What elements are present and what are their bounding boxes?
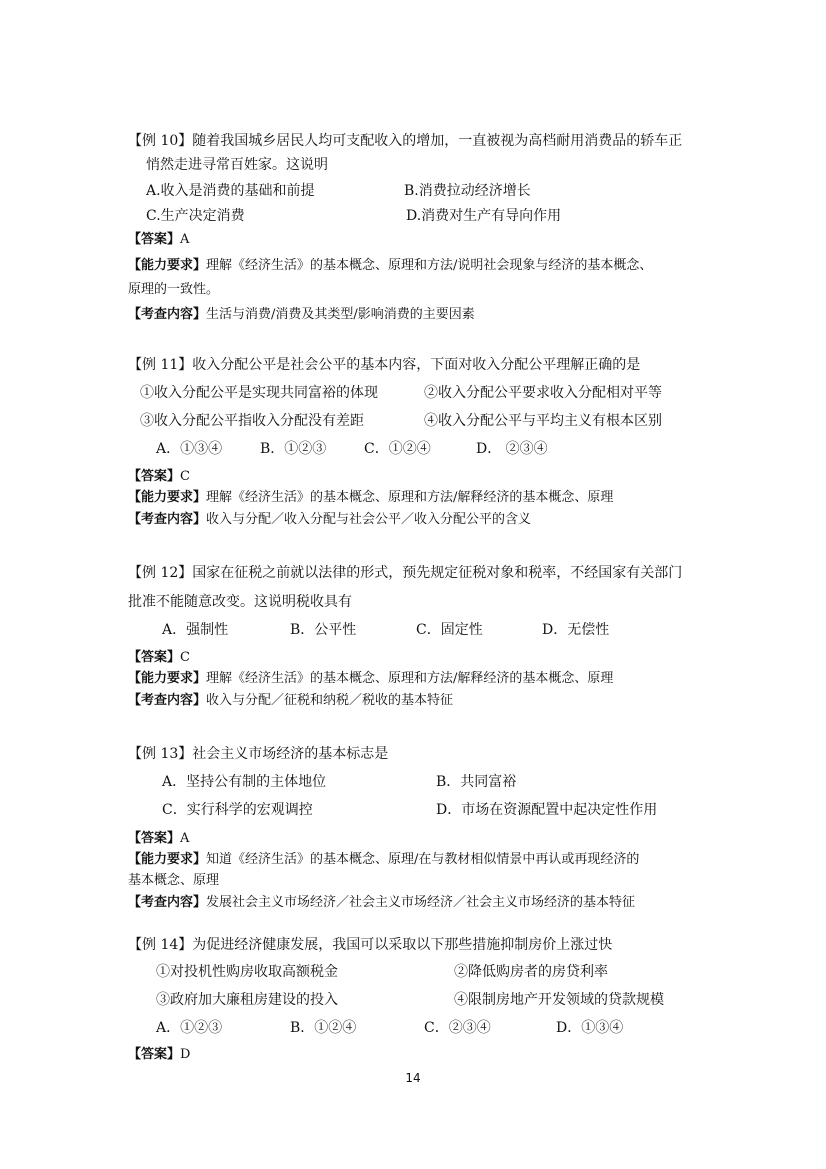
ability-label: 【能力要求】 [128, 490, 207, 505]
answer-value: C [180, 469, 190, 484]
option-d: D．无偿性 [542, 622, 610, 638]
question-stem-line: 【例 14】为促进经济健康发展，我国可以采取以下那些措施抑制房价上涨过快 [128, 937, 613, 953]
content-label: 【考查内容】 [128, 895, 207, 910]
question-stem-line: 【例 10】随着我国城乡居民人均可支配收入的增加，一直被视为高档耐用消费品的轿车正 [128, 133, 683, 149]
option-a: A．强制性 [162, 622, 229, 638]
option-b: B．①②③ [260, 441, 327, 457]
answer-row [128, 829, 189, 849]
content-row [128, 691, 453, 711]
ability-continuation: 基本概念、原理 [128, 873, 220, 888]
option-a: A．①②③ [156, 1020, 223, 1036]
content-label: 【考查内容】 [128, 512, 207, 527]
option-d: D．①③④ [556, 1020, 624, 1036]
option-c: C．②③④ [424, 1020, 491, 1036]
statement-4: ④收入分配公平与平均主义有根本区别 [424, 413, 662, 429]
answer-label: 【答案】 [128, 650, 181, 665]
ability-value: 知道《经济生活》的基本概念、原理/在与教材相似情景中再认或再现经济的 [206, 852, 640, 867]
content-row [128, 510, 531, 530]
ability-continuation: 原理的一致性。 [128, 282, 220, 297]
ability-row [128, 669, 613, 689]
answer-row [128, 1045, 190, 1065]
content-value: 收入与分配／征税和纳税／税收的基本特征 [206, 693, 454, 708]
answer-row [128, 230, 189, 250]
ability-row [128, 488, 613, 508]
ability-value: 理解《经济生活》的基本概念、原理和方法/解释经济的基本概念、原理 [206, 490, 614, 505]
ability-row [128, 850, 639, 870]
question-stem-line: 悄然走进寻常百姓家。这说明 [146, 157, 328, 173]
ability-label: 【能力要求】 [128, 258, 207, 273]
statement-3: ③政府加大廉租房建设的投入 [156, 992, 338, 1008]
ability-label: 【能力要求】 [128, 852, 207, 867]
ability-value: 理解《经济生活》的基本概念、原理和方法/解释经济的基本概念、原理 [206, 671, 614, 686]
option-c: C.生产决定消费 [146, 208, 245, 224]
answer-value: A [180, 831, 190, 846]
statement-2: ②降低购房者的房贷利率 [454, 964, 608, 980]
question-stem-line: 批准不能随意改变。这说明税收具有 [128, 594, 352, 610]
ability-value: 理解《经济生活》的基本概念、原理和方法/说明社会现象与经济的基本概念、 [206, 258, 653, 273]
content-label: 【考查内容】 [128, 307, 207, 322]
statement-4: ④限制房地产开发领域的贷款规模 [454, 992, 664, 1008]
content-row [128, 305, 475, 325]
content-value: 发展社会主义市场经济／社会主义市场经济／社会主义市场经济的基本特征 [206, 895, 636, 910]
answer-value: D [180, 1047, 191, 1062]
question-stem-line: 【例 13】社会主义市场经济的基本标志是 [128, 746, 389, 762]
option-c: C．实行科学的宏观调控 [162, 802, 313, 818]
statement-1: ①收入分配公平是实现共同富裕的体现 [140, 385, 378, 401]
question-stem-line: 【例 12】国家在征税之前就以法律的形式，预先规定征税对象和税率，不经国家有关部门 [128, 565, 683, 581]
content-value: 收入与分配／收入分配与社会公平／收入分配公平的含义 [206, 512, 532, 527]
statement-2: ②收入分配公平要求收入分配相对平等 [424, 385, 662, 401]
option-a: A．①③④ [156, 441, 223, 457]
content-row [128, 893, 635, 913]
page-number: 14 [405, 1071, 421, 1085]
option-b: B.消费拉动经济增长 [404, 183, 531, 199]
option-b: B．公平性 [290, 622, 357, 638]
ability-label: 【能力要求】 [128, 671, 207, 686]
answer-row [128, 648, 190, 668]
answer-value: C [180, 650, 190, 665]
option-d: D．市场在资源配置中起决定性作用 [436, 802, 658, 818]
content-label: 【考查内容】 [128, 693, 207, 708]
answer-row [128, 467, 190, 487]
answer-label: 【答案】 [128, 232, 181, 247]
option-b: B．共同富裕 [436, 774, 517, 790]
statement-1: ①对投机性购房收取高额税金 [156, 964, 338, 980]
content-value: 生活与消费/消费及其类型/影响消费的主要因素 [206, 307, 475, 322]
option-a: A.收入是消费的基础和前提 [146, 183, 315, 199]
option-c: C．固定性 [416, 622, 483, 638]
answer-label: 【答案】 [128, 469, 181, 484]
answer-value: A [180, 232, 190, 247]
option-a: A．坚持公有制的主体地位 [162, 774, 327, 790]
option-d: D． ②③④ [476, 441, 548, 457]
ability-row [128, 256, 652, 276]
option-c: C．①②④ [364, 441, 431, 457]
answer-label: 【答案】 [128, 831, 181, 846]
question-stem-line: 【例 11】收入分配公平是社会公平的基本内容，下面对收入分配公平理解正确的是 [128, 357, 641, 373]
statement-3: ③收入分配公平指收入分配没有差距 [140, 413, 364, 429]
option-b: B．①②④ [290, 1020, 357, 1036]
option-d: D.消费对生产有导向作用 [406, 208, 562, 224]
answer-label: 【答案】 [128, 1047, 181, 1062]
